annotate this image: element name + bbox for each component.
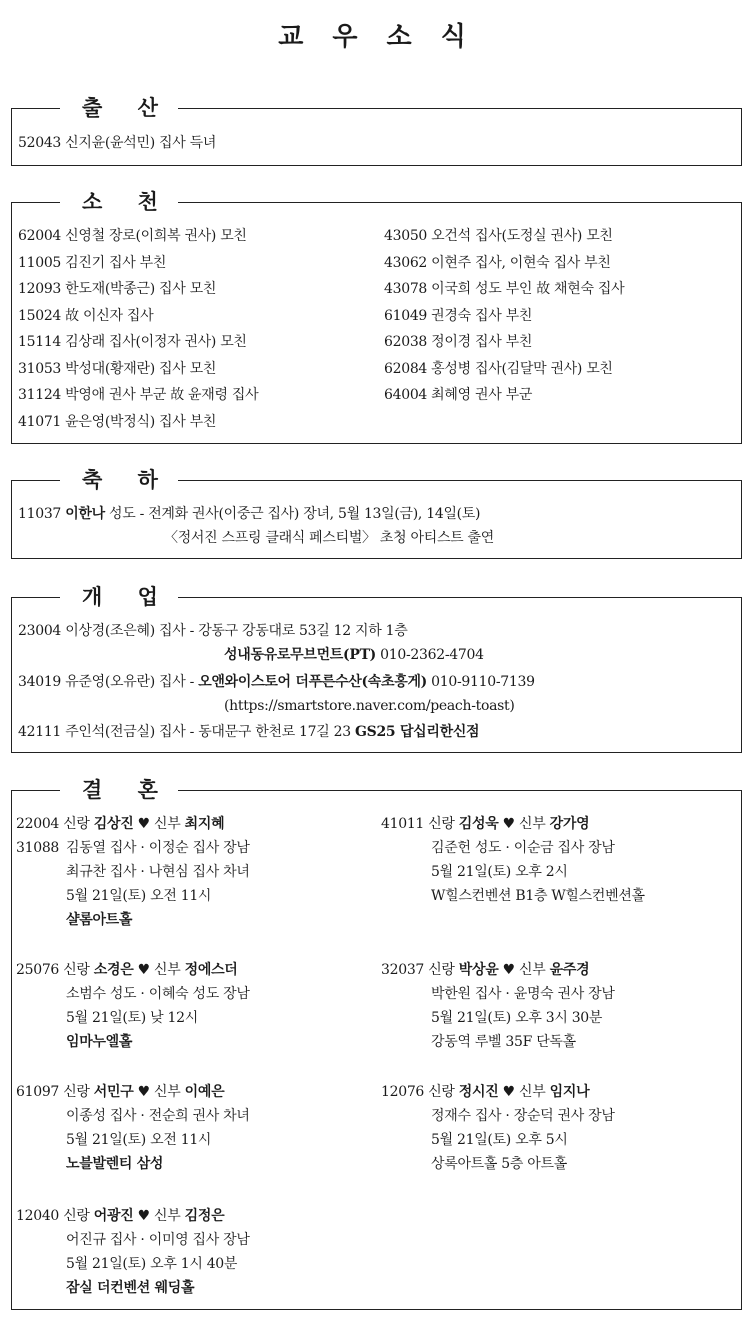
wedding-couple bbox=[16, 961, 238, 979]
groom-name: 김상진 bbox=[93, 816, 134, 832]
groom-label: 신랑 bbox=[63, 1084, 94, 1100]
section-rule bbox=[12, 790, 60, 791]
heart-icon: ♥ bbox=[137, 1208, 150, 1224]
funeral-item: 43062 이현주 집사, 이현숙 집사 부친 bbox=[384, 255, 611, 271]
funeral-item: 43050 오건석 집사(도정실 권사) 모친 bbox=[384, 228, 613, 244]
member-code: 32037 bbox=[381, 962, 429, 978]
congrats-name: 이한나 bbox=[65, 506, 105, 522]
member-code: 23004 bbox=[18, 623, 62, 639]
funeral-item: 15114 김상래 집사(이정자 권사) 모친 bbox=[18, 334, 247, 350]
funeral-item: 62084 홍성병 집사(김달막 권사) 모친 bbox=[384, 361, 613, 377]
section-title-opening: 개 업 bbox=[82, 584, 172, 609]
member-code: 11037 bbox=[18, 506, 62, 522]
bride-name: 김정은 bbox=[184, 1208, 225, 1224]
funeral-item: 62004 신영철 장로(이희복 권사) 모친 bbox=[18, 228, 247, 244]
heart-icon: ♥ bbox=[502, 1084, 515, 1100]
wedding-couple bbox=[381, 961, 589, 979]
funeral-item: 31124 박영애 권사 부군 故 윤재령 집사 bbox=[18, 387, 259, 403]
member-code: 31088 bbox=[16, 840, 60, 856]
funeral-item: 11005 김진기 집사 부친 bbox=[18, 255, 167, 271]
groom-label: 신랑 bbox=[63, 1208, 94, 1224]
wedding-detail: 강동역 루벨 35F 단독홀 bbox=[431, 1034, 576, 1050]
bride-name: 윤주경 bbox=[549, 962, 590, 978]
wedding-venue: 샬롬아트홀 bbox=[66, 912, 133, 928]
groom-name: 어광진 bbox=[93, 1208, 134, 1224]
birth-item: 52043 신지윤(윤석민) 집사 득녀 bbox=[18, 135, 217, 151]
heart-icon: ♥ bbox=[502, 962, 515, 978]
wedding-detail: W힐스컨벤션 B1층 W힐스컨벤션홀 bbox=[431, 888, 645, 904]
wedding-couple bbox=[381, 1083, 589, 1101]
section-title-funeral: 소 천 bbox=[82, 189, 172, 214]
wedding-detail: 5월 21일(토) 오전 11시 bbox=[66, 1132, 212, 1148]
groom-name: 박상윤 bbox=[458, 962, 499, 978]
wedding-detail: 어진규 집사 · 이미영 집사 장남 bbox=[66, 1232, 250, 1248]
section-rule bbox=[12, 108, 60, 109]
wedding-detail: 상록아트홀 5층 아트홀 bbox=[431, 1156, 567, 1172]
wedding-detail: 5월 21일(토) 낮 12시 bbox=[66, 1010, 198, 1026]
funeral-item: 43078 이국희 성도 부인 故 채현숙 집사 bbox=[384, 281, 625, 297]
phone-number: 010-9110-7139 bbox=[427, 674, 535, 690]
heart-icon: ♥ bbox=[137, 816, 150, 832]
funeral-item: 62038 정이경 집사 부친 bbox=[384, 334, 533, 350]
wedding-detail-text: 김동열 집사 · 이정순 집사 장남 bbox=[66, 840, 250, 856]
opening-text: 유준영(오유란) 집사 - bbox=[61, 674, 199, 690]
opening-entry-line-2 bbox=[224, 646, 484, 664]
groom-label: 신랑 bbox=[428, 1084, 459, 1100]
groom-name: 소경은 bbox=[93, 962, 134, 978]
bride-label: 신부 bbox=[514, 962, 550, 978]
wedding-couple bbox=[16, 1083, 224, 1101]
member-code: 61097 bbox=[16, 1084, 64, 1100]
heart-icon: ♥ bbox=[137, 1084, 150, 1100]
bride-name: 임지나 bbox=[549, 1084, 590, 1100]
heart-icon: ♥ bbox=[137, 962, 150, 978]
business-name: GS25 답십리한신점 bbox=[355, 724, 480, 740]
section-title-birth: 출 산 bbox=[82, 95, 172, 120]
bride-label: 신부 bbox=[149, 1084, 185, 1100]
wedding-detail: 박한원 집사 · 윤명숙 권사 장남 bbox=[431, 986, 615, 1002]
page-title: 교 우 소 식 bbox=[278, 22, 476, 52]
bride-name: 최지혜 bbox=[184, 816, 225, 832]
opening-entry bbox=[18, 673, 535, 691]
wedding-detail: 5월 21일(토) 오전 11시 bbox=[66, 888, 212, 904]
groom-name: 정시진 bbox=[458, 1084, 499, 1100]
bride-name: 이예은 bbox=[184, 1084, 225, 1100]
congrats-line-2: 〈정서진 스프링 클래식 페스티벌〉 초청 아티스트 출연 bbox=[164, 530, 495, 546]
section-title-wedding: 결 혼 bbox=[82, 777, 172, 802]
section-wedding bbox=[11, 777, 742, 1310]
wedding-detail: 5월 21일(토) 오후 1시 40분 bbox=[66, 1256, 238, 1272]
business-name: 오앤와이스토어 더푸른수산(속초홍게) bbox=[198, 674, 428, 690]
section-rule bbox=[12, 597, 60, 598]
wedding-detail: 5월 21일(토) 오후 2시 bbox=[431, 864, 568, 880]
member-code: 41011 bbox=[381, 816, 429, 832]
wedding-couple bbox=[381, 815, 589, 833]
store-url: (https://smartstore.naver.com/peach-toast) bbox=[224, 698, 515, 714]
section-birth bbox=[11, 95, 742, 166]
member-code: 34019 bbox=[18, 674, 62, 690]
phone-number: 010-2362-4704 bbox=[376, 647, 484, 663]
member-code: 25076 bbox=[16, 962, 64, 978]
groom-label: 신랑 bbox=[63, 816, 94, 832]
wedding-venue: 잠실 더컨벤션 웨딩홀 bbox=[66, 1280, 195, 1296]
opening-entry bbox=[18, 723, 479, 741]
section-title-congrats: 축 하 bbox=[82, 467, 172, 492]
funeral-item: 61049 권경숙 집사 부친 bbox=[384, 308, 533, 324]
groom-label: 신랑 bbox=[428, 962, 459, 978]
member-code: 22004 bbox=[16, 816, 64, 832]
wedding-venue: 노블발렌티 삼성 bbox=[66, 1156, 164, 1172]
funeral-item: 12093 한도재(박종근) 집사 모친 bbox=[18, 281, 217, 297]
congrats-text: 성도 - 전계화 권사(이중근 집사) 장녀, 5월 13일(금), 14일(토) bbox=[104, 506, 481, 522]
funeral-item: 15024 故 이신자 집사 bbox=[18, 308, 154, 324]
opening-text: 주인석(전금실) 집사 - 동대문구 한천로 17길 23 bbox=[61, 724, 356, 740]
business-name: 성내동유로무브먼트(PT) bbox=[224, 647, 377, 663]
section-rule bbox=[12, 202, 60, 203]
bride-label: 신부 bbox=[149, 962, 185, 978]
wedding-detail: 5월 21일(토) 오후 5시 bbox=[431, 1132, 568, 1148]
congrats-line bbox=[18, 505, 480, 523]
groom-name: 김성욱 bbox=[458, 816, 499, 832]
bride-label: 신부 bbox=[514, 816, 550, 832]
bride-label: 신부 bbox=[149, 816, 185, 832]
groom-label: 신랑 bbox=[428, 816, 459, 832]
wedding-venue: 임마누엘홀 bbox=[66, 1034, 133, 1050]
member-code: 42111 bbox=[18, 724, 62, 740]
heart-icon: ♥ bbox=[502, 816, 515, 832]
section-funeral bbox=[11, 189, 742, 444]
groom-label: 신랑 bbox=[63, 962, 94, 978]
section-opening bbox=[11, 584, 742, 753]
wedding-detail bbox=[16, 839, 250, 857]
bride-label: 신부 bbox=[149, 1208, 185, 1224]
wedding-couple bbox=[16, 815, 224, 833]
wedding-detail: 소범수 성도 · 이혜숙 성도 장남 bbox=[66, 986, 250, 1002]
wedding-detail: 이종성 집사 · 전순희 권사 차녀 bbox=[66, 1108, 250, 1124]
wedding-detail: 김준헌 성도 · 이순금 집사 장남 bbox=[431, 840, 615, 856]
wedding-detail: 최규찬 집사 · 나현심 집사 차녀 bbox=[66, 864, 250, 880]
funeral-item: 31053 박성대(황재란) 집사 모친 bbox=[18, 361, 217, 377]
wedding-detail: 정재수 집사 · 장순덕 권사 장남 bbox=[431, 1108, 615, 1124]
opening-entry bbox=[18, 622, 407, 640]
funeral-item: 64004 최혜영 권사 부군 bbox=[384, 387, 533, 403]
opening-text: 이상경(조은혜) 집사 - 강동구 강동대로 53길 12 지하 1층 bbox=[61, 623, 408, 639]
member-code: 12040 bbox=[16, 1208, 64, 1224]
section-congrats bbox=[11, 467, 742, 559]
member-code: 12076 bbox=[381, 1084, 429, 1100]
groom-name: 서민구 bbox=[93, 1084, 134, 1100]
section-rule bbox=[12, 480, 60, 481]
wedding-detail: 5월 21일(토) 오후 3시 30분 bbox=[431, 1010, 603, 1026]
bride-name: 강가영 bbox=[549, 816, 590, 832]
bride-label: 신부 bbox=[514, 1084, 550, 1100]
funeral-item: 41071 윤은영(박정식) 집사 부친 bbox=[18, 414, 217, 430]
bride-name: 정에스더 bbox=[184, 962, 238, 978]
wedding-couple bbox=[16, 1207, 224, 1225]
